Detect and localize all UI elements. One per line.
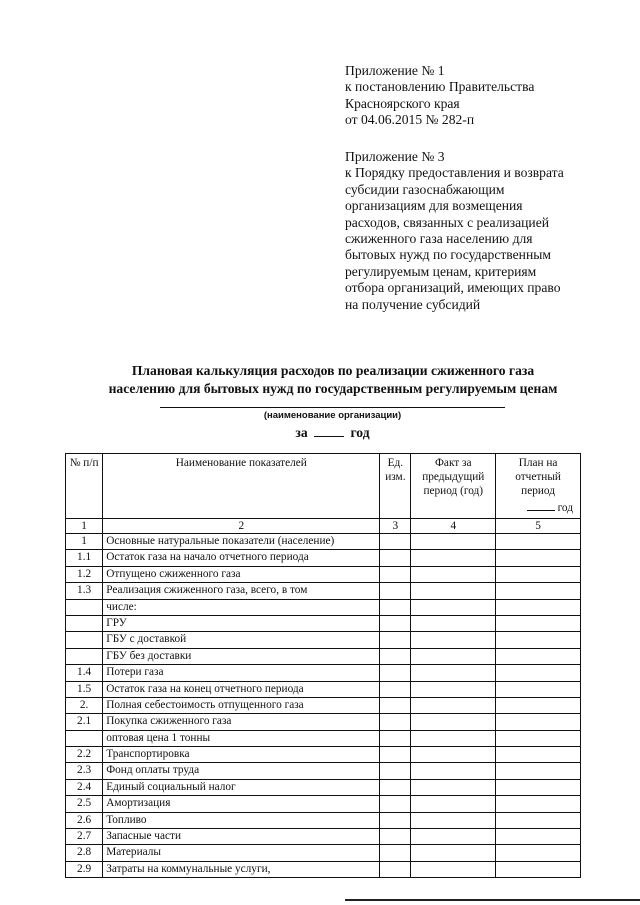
row-unit-cell [380, 632, 411, 648]
row-fact-cell [411, 665, 496, 681]
row-unit-cell [380, 665, 411, 681]
row-unit-cell [380, 763, 411, 779]
period-suffix: год [350, 425, 370, 440]
row-number [66, 615, 103, 631]
row-unit-cell [380, 566, 411, 582]
appendix-3-line: регулируемым ценам, критериям [345, 263, 537, 279]
row-plan-cell [496, 632, 581, 648]
row-fact-cell [411, 534, 496, 550]
table-row [66, 796, 581, 812]
header-plan [496, 454, 581, 519]
row-fact-cell [411, 763, 496, 779]
table-row [66, 861, 581, 877]
row-indicator-name: Транспортировка [103, 747, 380, 763]
row-fact-cell [411, 583, 496, 599]
row-unit-cell [380, 730, 411, 746]
header-name: Наименование показателей [103, 454, 380, 519]
row-indicator-name: Основные натуральные показатели (население) [103, 534, 380, 550]
row-number: 1.1 [66, 550, 103, 566]
appendix-1-line: к постановлению Правительства [345, 79, 535, 95]
header-fact: Факт за предыдущий период (год) [411, 454, 496, 519]
row-number: 2.4 [66, 779, 103, 795]
row-unit-cell [380, 747, 411, 763]
appendix-3-line: отбора организаций, имеющих право [345, 280, 561, 296]
row-number: 2.7 [66, 829, 103, 845]
appendix-1-line: Приложение № 1 [345, 63, 445, 78]
row-indicator-name: Покупка сжиженного газа [103, 714, 380, 730]
row-indicator-name: Амортизация [103, 796, 380, 812]
plan-year-blank [527, 498, 555, 511]
row-plan-cell [496, 550, 581, 566]
row-unit-cell [380, 845, 411, 861]
row-plan-cell [496, 796, 581, 812]
row-fact-cell [411, 779, 496, 795]
appendix-3-line: к Порядку предоставления и возврата [345, 165, 564, 181]
row-plan-cell [496, 665, 581, 681]
row-fact-cell [411, 681, 496, 697]
row-indicator-name: Затраты на коммунальные услуги, [103, 861, 380, 877]
row-fact-cell [411, 697, 496, 713]
bottom-edge-mark [345, 899, 640, 901]
table-row [66, 812, 581, 828]
table-row [66, 845, 581, 861]
header-num: № п/п [66, 454, 103, 519]
header-plan-text: План на отчетный период [515, 457, 561, 497]
header-plan-year [499, 498, 577, 515]
appendix-1-line: от 04.06.2015 № 282-п [345, 112, 475, 128]
row-number [66, 632, 103, 648]
row-plan-cell [496, 779, 581, 795]
row-number: 2.9 [66, 861, 103, 877]
column-number: 2 [103, 519, 380, 534]
row-number [66, 599, 103, 615]
row-indicator-name: Полная себестоимость отпущенного газа [103, 697, 380, 713]
row-plan-cell [496, 697, 581, 713]
row-number: 2.3 [66, 763, 103, 779]
table-header-row [66, 454, 581, 519]
row-fact-cell [411, 796, 496, 812]
table-row [66, 747, 581, 763]
header-plan-suffix: год [557, 502, 573, 514]
row-number [66, 648, 103, 664]
row-indicator-name: Остаток газа на конец отчетного периода [103, 681, 380, 697]
row-unit-cell [380, 829, 411, 845]
table-row [66, 779, 581, 795]
table-row [66, 534, 581, 550]
organization-name-line [160, 407, 505, 408]
row-fact-cell [411, 812, 496, 828]
appendix-3-line: бытовых нужд по государственным [345, 247, 551, 263]
row-plan-cell [496, 681, 581, 697]
row-plan-cell [496, 599, 581, 615]
document-title-line-1: Плановая калькуляция расходов по реализации сжиженного газа [131, 363, 535, 378]
appendix-1-line: Красноярского края [345, 95, 460, 111]
table-row [66, 599, 581, 615]
table-row [66, 829, 581, 845]
table-row [66, 681, 581, 697]
row-unit-cell [380, 615, 411, 631]
table-body [66, 534, 581, 878]
row-plan-cell [496, 615, 581, 631]
table-row [66, 550, 581, 566]
row-indicator-name: Остаток газа на начало отчетного периода [103, 550, 380, 566]
row-number: 1.3 [66, 583, 103, 599]
row-indicator-name: ГРУ [103, 615, 380, 631]
row-fact-cell [411, 632, 496, 648]
row-fact-cell [411, 615, 496, 631]
row-indicator-name: Единый социальный налог [103, 779, 380, 795]
row-plan-cell [496, 845, 581, 861]
row-plan-cell [496, 730, 581, 746]
table-row [66, 566, 581, 582]
row-number: 2.2 [66, 747, 103, 763]
row-unit-cell [380, 714, 411, 730]
row-unit-cell [380, 812, 411, 828]
row-unit-cell [380, 697, 411, 713]
row-fact-cell [411, 599, 496, 615]
table-row [66, 583, 581, 599]
table-row [66, 632, 581, 648]
row-number: 1.2 [66, 566, 103, 582]
row-plan-cell [496, 566, 581, 582]
row-plan-cell [496, 747, 581, 763]
appendix-3-line: Приложение № 3 [345, 149, 445, 164]
row-number: 1.5 [66, 681, 103, 697]
row-indicator-name: ГБУ с доставкой [103, 632, 380, 648]
column-number: 5 [496, 519, 581, 534]
calculation-table [65, 453, 581, 878]
row-number [66, 730, 103, 746]
table-row [66, 714, 581, 730]
row-indicator-name: Потери газа [103, 665, 380, 681]
row-fact-cell [411, 861, 496, 877]
row-fact-cell [411, 566, 496, 582]
row-number: 1 [66, 534, 103, 550]
row-indicator-name: Отпущено сжиженного газа [103, 566, 380, 582]
year-blank [314, 424, 344, 437]
row-plan-cell [496, 583, 581, 599]
organization-caption: (наименование организации) [263, 410, 402, 421]
row-fact-cell [411, 845, 496, 861]
row-plan-cell [496, 812, 581, 828]
row-indicator-name: оптовая цена 1 тонны [103, 730, 380, 746]
row-fact-cell [411, 714, 496, 730]
column-number: 3 [380, 519, 411, 534]
appendix-3-line: на получение субсидий [345, 296, 481, 312]
appendix-3-line: расходов, связанных с реализацией [345, 214, 550, 230]
row-number: 2.1 [66, 714, 103, 730]
table-row [66, 665, 581, 681]
row-number: 2.6 [66, 812, 103, 828]
table-row [66, 763, 581, 779]
row-indicator-name: Материалы [103, 845, 380, 861]
row-unit-cell [380, 681, 411, 697]
row-indicator-name: Топливо [103, 812, 380, 828]
row-plan-cell [496, 534, 581, 550]
row-indicator-name: ГБУ без доставки [103, 648, 380, 664]
row-plan-cell [496, 763, 581, 779]
row-unit-cell [380, 534, 411, 550]
appendix-1-header [345, 63, 625, 129]
row-indicator-name: числе: [103, 599, 380, 615]
row-fact-cell [411, 730, 496, 746]
row-number: 2.8 [66, 845, 103, 861]
row-plan-cell [496, 829, 581, 845]
row-unit-cell [380, 796, 411, 812]
row-number: 2.5 [66, 796, 103, 812]
table-row [66, 697, 581, 713]
column-number: 1 [66, 519, 103, 534]
row-unit-cell [380, 861, 411, 877]
row-unit-cell [380, 550, 411, 566]
row-plan-cell [496, 861, 581, 877]
row-fact-cell [411, 648, 496, 664]
row-indicator-name: Реализация сжиженного газа, всего, в том [103, 583, 380, 599]
document-title [60, 362, 606, 398]
row-unit-cell [380, 583, 411, 599]
row-number: 2. [66, 697, 103, 713]
row-plan-cell [496, 648, 581, 664]
row-unit-cell [380, 648, 411, 664]
row-unit-cell [380, 599, 411, 615]
row-indicator-name: Запасные части [103, 829, 380, 845]
header-unit: Ед. изм. [380, 454, 411, 519]
appendix-3-line: сжиженного газа населению для [345, 231, 533, 247]
column-number-row [66, 519, 581, 534]
row-fact-cell [411, 747, 496, 763]
table-row [66, 730, 581, 746]
row-fact-cell [411, 550, 496, 566]
row-plan-cell [496, 714, 581, 730]
appendix-3-line: организациям для возмещения [345, 198, 523, 214]
table-row [66, 615, 581, 631]
column-number: 4 [411, 519, 496, 534]
period-line [160, 424, 505, 441]
row-unit-cell [380, 779, 411, 795]
row-fact-cell [411, 829, 496, 845]
row-indicator-name: Фонд оплаты труда [103, 763, 380, 779]
appendix-3-line: субсидии газоснабжающим [345, 181, 505, 197]
appendix-3-header [345, 149, 625, 313]
table-row [66, 648, 581, 664]
row-number: 1.4 [66, 665, 103, 681]
period-prefix: за [295, 425, 308, 440]
document-title-line-2: населению для бытовых нужд по государственным регулируемым ценам [108, 381, 558, 396]
